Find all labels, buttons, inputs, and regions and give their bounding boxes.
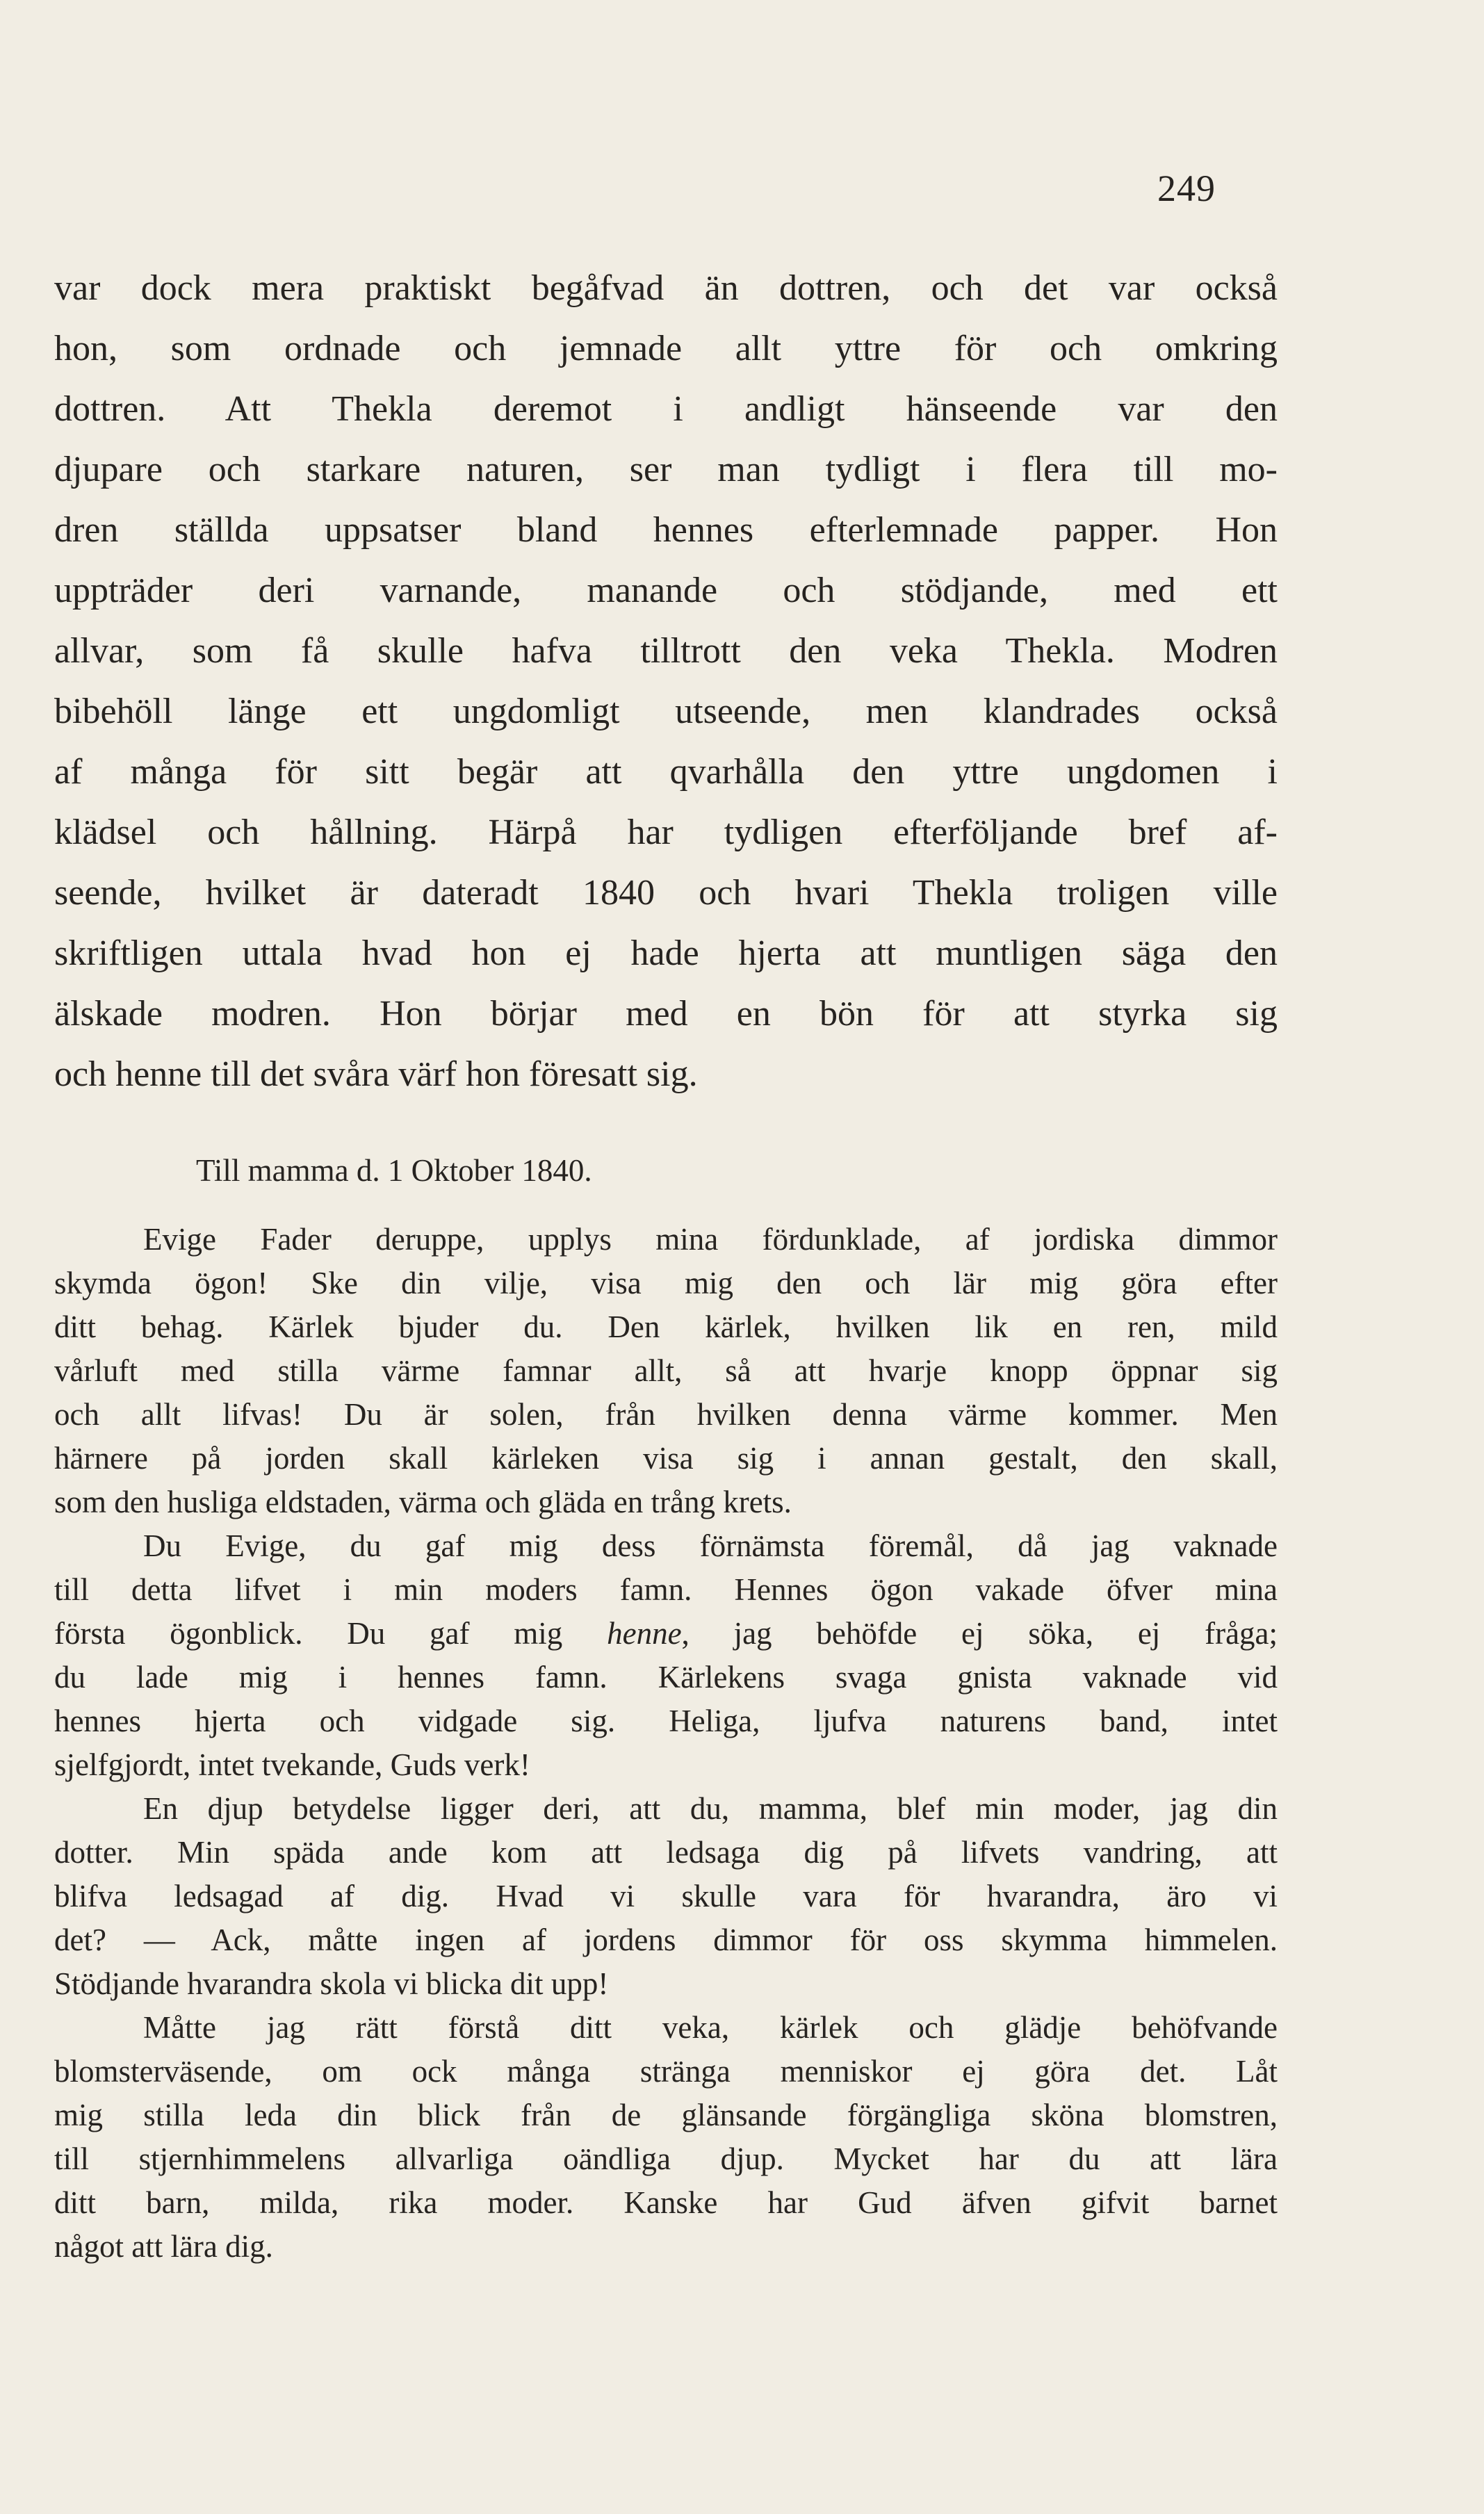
letter-line: härnere på jorden skall kärleken visa sig i annan gestalt, den skall, bbox=[54, 1441, 1278, 1476]
letter-line: som den husliga eldstaden, värma och gläda en trång krets. bbox=[54, 1485, 792, 1519]
letter-line: ditt behag. Kärlek bjuder du. Den kärlek, hvilken lik en ren, mild bbox=[54, 1309, 1278, 1344]
letter-line: sjelfgjordt, intet tvekande, Guds verk! bbox=[54, 1747, 530, 1782]
letter-heading: Till mamma d. 1 Oktober 1840. bbox=[196, 1153, 592, 1188]
letter-line: ditt barn, milda, rika moder. Kanske har Gud äfven gifvit barnet bbox=[54, 2185, 1278, 2220]
emphasized-word: henne bbox=[607, 1616, 682, 1651]
text-line: skriftligen uttala hvad hon ej hade hjerta att muntligen säga den bbox=[54, 933, 1278, 973]
letter-line: Måtte jag rätt förstå ditt veka, kärlek och glädje behöfvande bbox=[143, 2010, 1278, 2045]
text-line: uppträder deri varnande, manande och stödjande, med ett bbox=[54, 571, 1278, 610]
text-line: och henne till det svåra värf hon föresatt sig. bbox=[54, 1054, 698, 1094]
letter-line: något att lära dig. bbox=[54, 2229, 273, 2264]
text-line: djupare och starkare naturen, ser man tydligt i flera till mo- bbox=[54, 450, 1278, 489]
text-line: dottren. Att Thekla deremot i andligt hänseende var den bbox=[54, 389, 1278, 429]
letter-line: du lade mig i hennes famn. Kärlekens svaga gnista vaknade vid bbox=[54, 1660, 1278, 1695]
letter-line: dotter. Min späda ande kom att ledsaga dig på lifvets vandring, att bbox=[54, 1835, 1278, 1870]
text-line: klädsel och hållning. Härpå har tydligen efterföljande bref af- bbox=[54, 813, 1278, 852]
text-line: hon, som ordnade och jemnade allt yttre för och omkring bbox=[54, 329, 1278, 368]
letter-line: En djup betydelse ligger deri, att du, mamma, blef min moder, jag din bbox=[143, 1791, 1278, 1826]
text-line: af många för sitt begär att qvarhålla den yttre ungdomen i bbox=[54, 752, 1278, 792]
letter-line: och allt lifvas! Du är solen, från hvilken denna värme kommer. Men bbox=[54, 1397, 1278, 1432]
letter-line: blifva ledsagad af dig. Hvad vi skulle vara för hvarandra, äro vi bbox=[54, 1879, 1278, 1913]
letter-line: hennes hjerta och vidgade sig. Heliga, ljufva naturens band, intet bbox=[54, 1704, 1278, 1738]
letter-line: Du Evige, du gaf mig dess förnämsta föremål, då jag vaknade bbox=[143, 1528, 1278, 1563]
letter-line: till detta lifvet i min moders famn. Hennes ögon vakade öfver mina bbox=[54, 1572, 1278, 1607]
letter-line bbox=[54, 1613, 1278, 1654]
letter-segment: , jag behöfde ej söka, ej fråga; bbox=[681, 1616, 1278, 1651]
letter-segment: första ögonblick. Du gaf mig bbox=[54, 1616, 563, 1651]
text-line: seende, hvilket är dateradt 1840 och hvari Thekla troligen ville bbox=[54, 873, 1278, 913]
text-line: bibehöll länge ett ungdomligt utseende, men klandrades också bbox=[54, 692, 1278, 731]
letter-line: skymda ögon! Ske din vilje, visa mig den och lär mig göra efter bbox=[54, 1266, 1278, 1300]
text-line: dren ställda uppsatser bland hennes efterlemnade papper. Hon bbox=[54, 510, 1278, 550]
text-line: älskade modren. Hon börjar med en bön för att styrka sig bbox=[54, 994, 1278, 1034]
letter-line: mig stilla leda din blick från de glänsande förgängliga sköna blomstren, bbox=[54, 2098, 1278, 2132]
letter-line: Stödjande hvarandra skola vi blicka dit upp! bbox=[54, 1966, 609, 2001]
letter-line: Evige Fader deruppe, upplys mina fördunklade, af jordiska dimmor bbox=[143, 1222, 1278, 1257]
letter-line: till stjernhimmelens allvarliga oändliga djup. Mycket har du att lära bbox=[54, 2141, 1278, 2176]
page-number: 249 bbox=[1157, 168, 1216, 209]
letter-line: blomsterväsende, om ock många stränga menniskor ej göra det. Låt bbox=[54, 2054, 1278, 2089]
letter-line: det? — Ack, måtte ingen af jordens dimmor för oss skymma himmelen. bbox=[54, 1923, 1278, 1957]
letter-line: vårluft med stilla värme famnar allt, så att hvarje knopp öppnar sig bbox=[54, 1353, 1278, 1388]
text-line: var dock mera praktiskt begåfvad än dottren, och det var också bbox=[54, 268, 1278, 308]
text-line: allvar, som få skulle hafva tilltrott den veka Thekla. Modren bbox=[54, 631, 1278, 671]
